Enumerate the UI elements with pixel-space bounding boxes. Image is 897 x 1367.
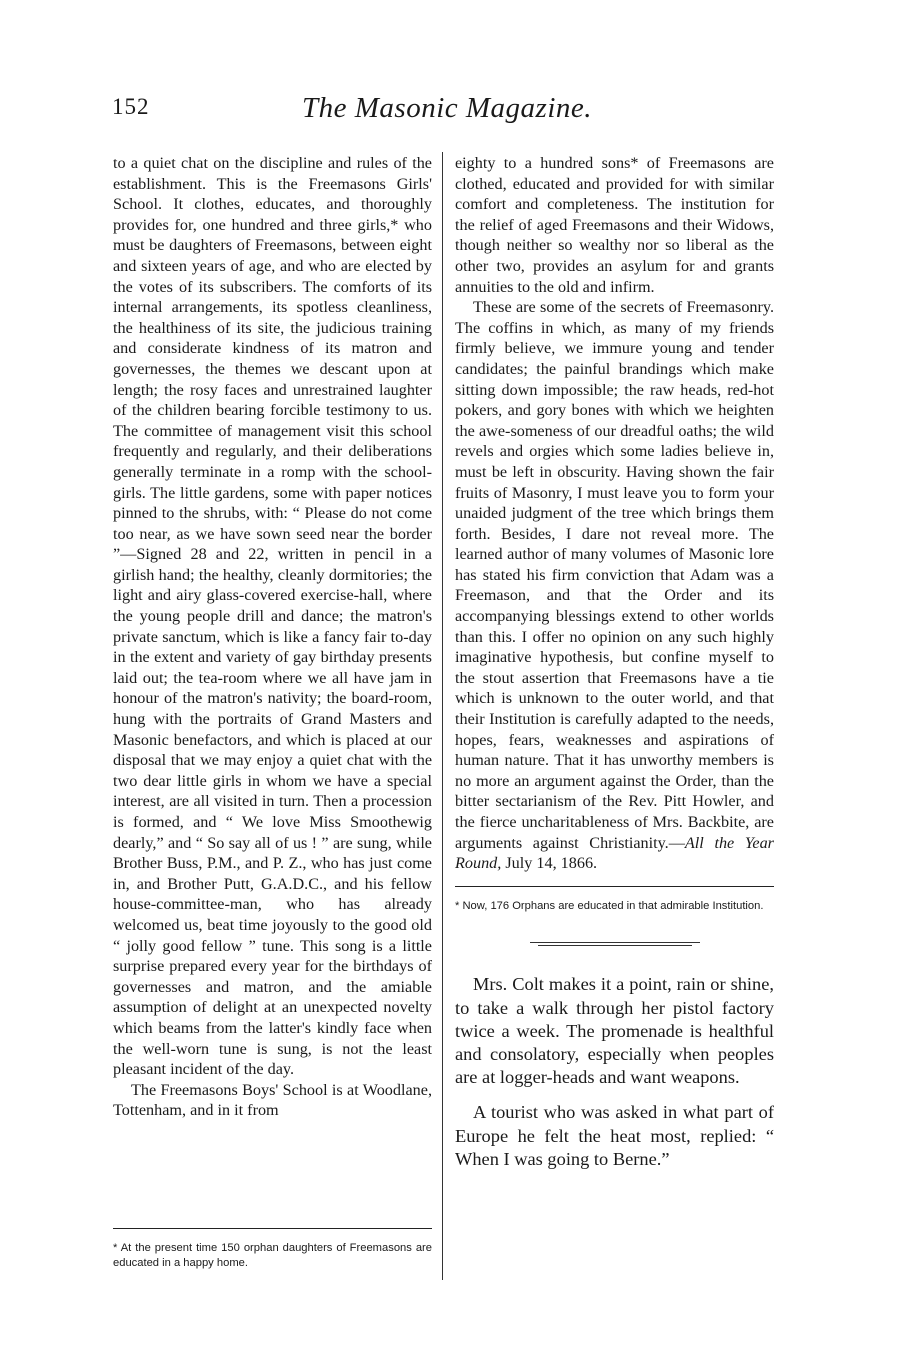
right-footnote: * Now, 176 Orphans are educated in that admirable Institution. (455, 899, 764, 912)
section-ornament (530, 941, 700, 947)
right-paragraph-2 (455, 297, 774, 874)
column-divider (442, 152, 443, 1280)
page-header (112, 92, 782, 132)
right-paragraph-1: eighty to a hundred sons* of Freemasons are clothed, educated and provided for with similar comfort and completeness. The institution for the relief of aged Freemasons and their Widows, though neither so wealthy nor so liberal as the other two, provides an asylum for and grants annuities to the old and infirm. (455, 154, 774, 296)
source-date: July 14, 1866. (501, 854, 598, 873)
footnote-rule (455, 886, 774, 887)
right-column (455, 153, 774, 1183)
page-number: 152 (112, 94, 150, 119)
left-paragraph-2: The Freemasons Boys' School is at Woodlane, Tottenham, and in it from (113, 1080, 432, 1120)
right-paragraph-2-text: These are some of the secrets of Freemasonry. The coffins in which, as many of my friends firmly believe, we immure young and tender candidates; the painful brandings which make sitting down impossible; the raw heads, red-hot pokers, and gory bones with which we heighten the awe-someness of our dreadful oaths; the wild revels and orgies which some ladies believe in, must be left in obscurity. Having shown the fair fruits of Masonry, I must leave you to form your unaided judgment of the tree which brings them forth. Besides, I dare not reveal more. The learned author of many volumes of Masonic lore has stated his firm conviction that Adam was a Freemason, and that the Order and its accompanying blessings extend to other worlds than this. I offer no opinion on any such highly imaginative hypothesis, but confine myself to the stout assertion that Freemasons have a tie which is unknown to the outer world, and that their Institution is carefully adapted to the needs, hopes, fears, weaknesses and aspirations of human nature. That it has unworthy members is no more an argument against the Order, than the bitter sectarianism of the Rev. Pitt Howler, and the fierce uncharitableness of Mrs. Backbite, are arguments against Christianity.— (455, 298, 774, 852)
anecdotes (455, 973, 774, 1171)
anecdote-colt: Mrs. Colt makes it a point, rain or shine, to take a walk through her pistol factory twice a week. The promenade is healthful and consolatory, especially when peoples are at logger-heads and want weapons. (455, 974, 774, 1088)
anecdote-tourist: A tourist who was asked in what part of Europe he felt the heat most, replied: “ When I was going to Berne.” (455, 1102, 774, 1169)
left-column (113, 153, 432, 1121)
left-footnote: * At the present time 150 orphan daughters of Freemasons are educated in a happy home. (113, 1242, 432, 1269)
left-paragraph-1: to a quiet chat on the discipline and rules of the establishment. This is the Freemasons Girls' School. It clothes, educates, and thoroughly provides for, one hundred and three girls,* who must be daughters of Freemasons, between eight and sixteen years of age, and who are elected by the votes of its subscribers. The comforts of its internal arrangements, its spotless cleanliness, the healthiness of its site, the judicious training and considerate kindness of its matron and governesses, the themes we descant upon at length; the rosy faces and unrestrained laughter of the children bearing forcible testimony to us. The committee of management visit this school frequently and regularly, and their deliberations generally terminate in a romp with the school-girls. The little gardens, some with paper notices pinned to the shrubs, with: “ Please do not come too near, as we have sown seed near the border ”—Signed 28 and 22, written in pencil in a girlish hand; the healthy, cleanly dormitories; the light and airy glass-covered exercise-hall, where the young people drill and dance; the matron's private sanctum, which is like a fancy fair to-day in the extent and variety of gay birthday presents laid out; the tea-room where we all have jam in honour of the matron's nativity; the board-room, hung with the portraits of Grand Masters and Masonic benefactors, and which is placed at our disposal that we may enjoy a quiet chat with the two dear little girls in whom we have a special interest, are all visited in turn. Then a procession is formed, and “ We love Miss Smoothewig dearly,” and “ So say all of us ! ” are sung, while Brother Buss, P.M., and P. Z., who has just come in, and Brother Putt, G.A.D.C., and his fellow house-committee-man, who has already welcomed us, beat time joyously to the good old “ jolly good fellow ” tune. This song is a little surprise prepared every year for the birthdays of governesses and matron, and the amiable assumption of delight at an unexpected novelty which beams from the latter's kindly face when the well-worn tune is sung, is not the least pleasant incident of the day. (113, 154, 432, 1079)
footnote-rule (113, 1228, 432, 1229)
left-footnote-block (113, 1228, 432, 1270)
source-title: All the Year Round, (455, 833, 774, 873)
running-title: The Masonic Magazine. (302, 92, 592, 124)
